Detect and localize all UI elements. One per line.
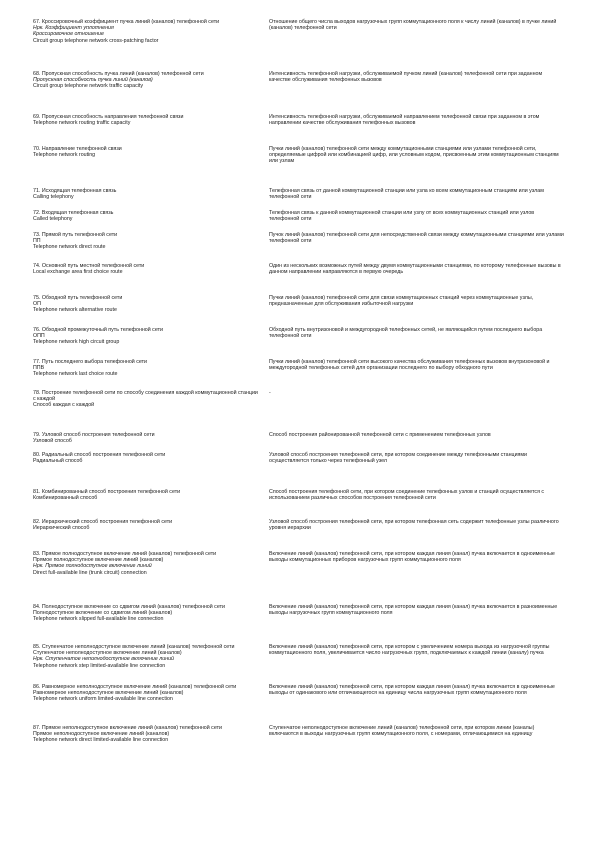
term-80	[33, 452, 261, 464]
definition-75: Пучки линий (каналов) телефонной сети для связи коммутационных станций через коммутационные узлы, предназначенные для обслуживания избыточной нагрузки	[269, 295, 534, 308]
term-synonym: Called telephony	[33, 216, 73, 223]
term-synonym: Прямое полнодоступное включение линий (каналов)	[33, 557, 164, 564]
term-82	[33, 519, 261, 531]
definition-83: Включение линий (каналов) телефонной сети, при котором каждая линия (канал) пучка включается в одноименные выходы коммутационных приборов нагрузочных групп коммутационного поля	[269, 551, 555, 564]
term-synonym: ОП	[33, 301, 41, 308]
term-70	[33, 146, 261, 158]
term-87	[33, 725, 261, 744]
term-synonym: Радиальный способ	[33, 458, 83, 465]
definition-76: Обходной путь внутризоновой и междугородной телефонных сетей, не являющийся путем последнего выбора телефонной сети	[269, 327, 543, 340]
definition-87: Ступенчатое неполнодоступное включение линий (каналов) телефонной сети, при котором линии (каналы) включаются в выходы нагрузочных групп коммутационного поля, с номерами, отличающимися на единицу	[269, 725, 535, 738]
term-synonym: Telephone network alternative route	[33, 307, 117, 314]
term-72	[33, 210, 261, 222]
definition-71: Телефонная связь от данной коммутационной станции или узла ко всем коммутационным станциям или узлам телефонной сети	[269, 188, 544, 201]
term-83	[33, 551, 261, 576]
term-synonym: Равномерное неполнодоступное включение линий (каналов)	[33, 690, 184, 697]
definition-78: -	[269, 390, 271, 396]
term-title: Обходной путь телефонной сети	[41, 295, 123, 301]
term-number: 74.	[33, 263, 42, 269]
term-synonym: Узловой способ	[33, 438, 72, 445]
term-synonym: Telephone network routing	[33, 152, 96, 159]
term-number: 86.	[33, 684, 42, 690]
term-number: 75.	[33, 295, 42, 301]
term-title: Узловой способ построения телефонной сети	[41, 432, 155, 438]
term-synonym: Иерархический способ	[33, 525, 90, 532]
term-title: Прямой путь телефонной сети	[41, 232, 118, 238]
definition-68: Интенсивность телефонной нагрузки, обслуживаемой пучком линий (каналов) телефонной сети при заданном качестве обслуживания телефонных вызовов	[269, 71, 543, 84]
term-synonym: Circuit group telephone network traffic capacity	[33, 83, 144, 90]
term-68	[33, 71, 261, 90]
term-title: Основной путь местной телефонной сети	[41, 263, 145, 269]
definition-84: Включение линий (каналов) телефонной сети, при котором каждая линия (канал) пучка включается в разноименные выходы нагрузочных групп коммутационного поля	[269, 604, 558, 617]
term-number: 78.	[33, 390, 42, 396]
term-synonym: ОПП	[33, 333, 45, 340]
term-number: 72.	[33, 210, 42, 216]
deprecated-synonym: Кроссировочное отношение	[33, 31, 104, 38]
term-synonym: Telephone network routing traffic capacity	[33, 120, 131, 127]
term-number: 82.	[33, 519, 42, 525]
term-synonym: Telephone network direct route	[33, 244, 106, 251]
term-84	[33, 604, 261, 623]
term-title: Входящая телефонная связь	[41, 210, 114, 216]
term-title: Радиальный способ построения телефонной сети	[41, 452, 166, 458]
term-number: 69.	[33, 114, 42, 120]
deprecated-synonym: Пропускная способность пучка линий (каналов)	[33, 77, 153, 84]
term-69	[33, 114, 261, 126]
term-81	[33, 489, 261, 501]
term-85	[33, 644, 261, 669]
term-75	[33, 295, 261, 314]
term-heading	[33, 390, 261, 402]
definition-69: Интенсивность телефонной нагрузки, обслуживаемой направлением телефонной связи при заданном в этом направлении качестве обслуживания телефонных вызовов	[269, 114, 540, 127]
term-synonym: Direct full-available line (trunk circuit) connection	[33, 569, 147, 576]
term-title: Пропускная способность пучка линий (каналов) телефонной сети	[41, 71, 204, 77]
term-number: 79.	[33, 432, 42, 438]
term-synonym: Calling telephony	[33, 194, 74, 201]
term-number: 73.	[33, 232, 42, 238]
term-title: Кроссировочный коэффициент пучка линий (каналов) телефонной сети	[41, 19, 220, 25]
term-synonym: Telephone network step limited-available line connection	[33, 662, 166, 669]
term-number: 87.	[33, 725, 42, 731]
definition-72: Телефонная связь к данной коммутационной станции или узлу от всех коммутационных станций или узлов телефонной сети	[269, 210, 535, 223]
term-76	[33, 327, 261, 346]
term-synonym: Telephone network direct limited-available line connection	[33, 737, 169, 744]
term-synonym: ПП	[33, 238, 41, 245]
term-title: Обходной промежуточный путь телефонной сети	[41, 327, 163, 333]
term-number: 84.	[33, 604, 42, 610]
definition-70: Пучки линий (каналов) телефонной сети между коммутационными станциями или узлами телефонной сети, определяемые цифрой или комбинацией цифр, или условным кодом, присвоенным этим коммутационным станциям или узлам	[269, 146, 559, 165]
deprecated-synonym: Нрк. Ступенчатое неполнодоступное включение линий	[33, 656, 174, 663]
term-synonym: Ступенчатое неполнодоступное включение линий (каналов)	[33, 650, 182, 657]
term-number: 85.	[33, 644, 42, 650]
term-number: 77.	[33, 359, 42, 365]
term-synonym: Local exchange area first choice route	[33, 269, 123, 276]
term-86	[33, 684, 261, 703]
term-78	[33, 390, 261, 409]
term-67	[33, 19, 261, 44]
definition-85: Включение линий (каналов) телефонной сети, при котором с увеличением номера выхода из нагрузочной группы коммутационного поля, увеличивается число нагрузочных групп, подключаемых к каждой линии (каналу) пучка	[269, 644, 550, 657]
term-number: 71.	[33, 188, 42, 194]
term-number: 76.	[33, 327, 42, 333]
definition-73: Пучок линий (каналов) телефонной сети для непосредственной связи между коммутационными станциями или узлами телефонной сети	[269, 232, 564, 245]
term-74	[33, 263, 261, 275]
term-number: 83.	[33, 551, 42, 557]
term-title: Прямое неполнодоступное включение линий (каналов) телефонной сети	[41, 725, 222, 731]
term-title: Исходящая телефонная связь	[41, 188, 117, 194]
term-synonym: Circuit group telephone network cross-patching factor	[33, 37, 159, 44]
term-71	[33, 188, 261, 200]
term-synonym: Telephone network slipped full-available line connection	[33, 616, 164, 623]
term-number: 70.	[33, 146, 42, 152]
definition-82: Узловой способ построения телефонной сети, при котором телефонная сеть содержит телефонные узлы различного уровня иерархии	[269, 519, 559, 532]
term-synonym: Способ каждая с каждой	[33, 402, 95, 409]
term-synonym: Комбинированный способ	[33, 495, 98, 502]
term-title: Ступенчатое неполнодоступное включение линий (каналов) телефонной сети	[41, 644, 235, 650]
term-synonym: Telephone network high circuit group	[33, 339, 120, 346]
term-73	[33, 232, 261, 251]
term-title: Направление телефонной связи	[41, 146, 122, 152]
term-number: 81.	[33, 489, 42, 495]
term-title: Прямое полнодоступное включение линий (каналов) телефонной сети	[41, 551, 217, 557]
definition-67: Отношение общего числа выходов нагрузочных групп коммутационного поля к числу линий (каналов) в пучке линий (каналов) телефонной сети	[269, 19, 557, 32]
term-title: Пропускная способность направления телефонной связи	[41, 114, 184, 120]
term-synonym: ППВ	[33, 365, 45, 372]
term-title: Комбинированный способ построения телефонной сети	[41, 489, 181, 495]
term-number: 80.	[33, 452, 42, 458]
term-title: Равномерное неполнодоступное включение линий (каналов) телефонной сети	[41, 684, 237, 690]
term-77	[33, 359, 261, 378]
term-number: 68.	[33, 71, 42, 77]
term-79	[33, 432, 261, 444]
term-synonym: Telephone network uniform limited-available line connection	[33, 696, 173, 703]
term-title: Построение телефонной сети по способу соединения каждой коммутационной станции с каждой	[33, 390, 258, 403]
definition-81: Способ построения телефонной сети, при котором соединение телефонных узлов и станций осуществляется с использованием различных способов построения телефонной сети	[269, 489, 545, 502]
term-synonym: Прямое неполнодоступное включение линий (каналов)	[33, 731, 170, 738]
deprecated-synonym: Нрк. Прямое полнодоступное включение линий	[33, 563, 152, 570]
term-synonym: Полнодоступное включение со сдвигом линий (каналов)	[33, 610, 173, 617]
definition-80: Узловой способ построения телефонной сети, при котором соединение между телефонными станциями осуществляется только через телефонный узел	[269, 452, 527, 465]
term-synonym: Telephone network last choice route	[33, 371, 118, 378]
term-title: Иерархический способ построения телефонной сети	[41, 519, 173, 525]
term-number: 67.	[33, 19, 42, 25]
definition-79: Способ построения районированной телефонной сети с применением телефонных узлов	[269, 432, 491, 438]
term-title: Полнодоступное включение со сдвигом линий (каналов) телефонной сети	[41, 604, 225, 610]
definition-86: Включение линий (каналов) телефонной сети, при котором каждая линия (канал) пучка включается в одноименные выходы от одинакового или отличающегося на единицу числа нагрузочных групп коммутационного поля	[269, 684, 555, 697]
deprecated-synonym: Нрк. Коэффициент уплотнения	[33, 25, 114, 32]
definition-77: Пучки линий (каналов) телефонной сети высокого качества обслуживания телефонных вызовов внутризоновой и междугородной телефонных сетей для организации последнего по выбору обходного пути	[269, 359, 550, 372]
term-title: Путь последнего выбора телефонной сети	[41, 359, 148, 365]
definition-74: Один из нескольких возможных путей между двумя коммутационными станциями, по которому телефонные вызовы в данном направлении направляются в первую очередь	[269, 263, 561, 276]
